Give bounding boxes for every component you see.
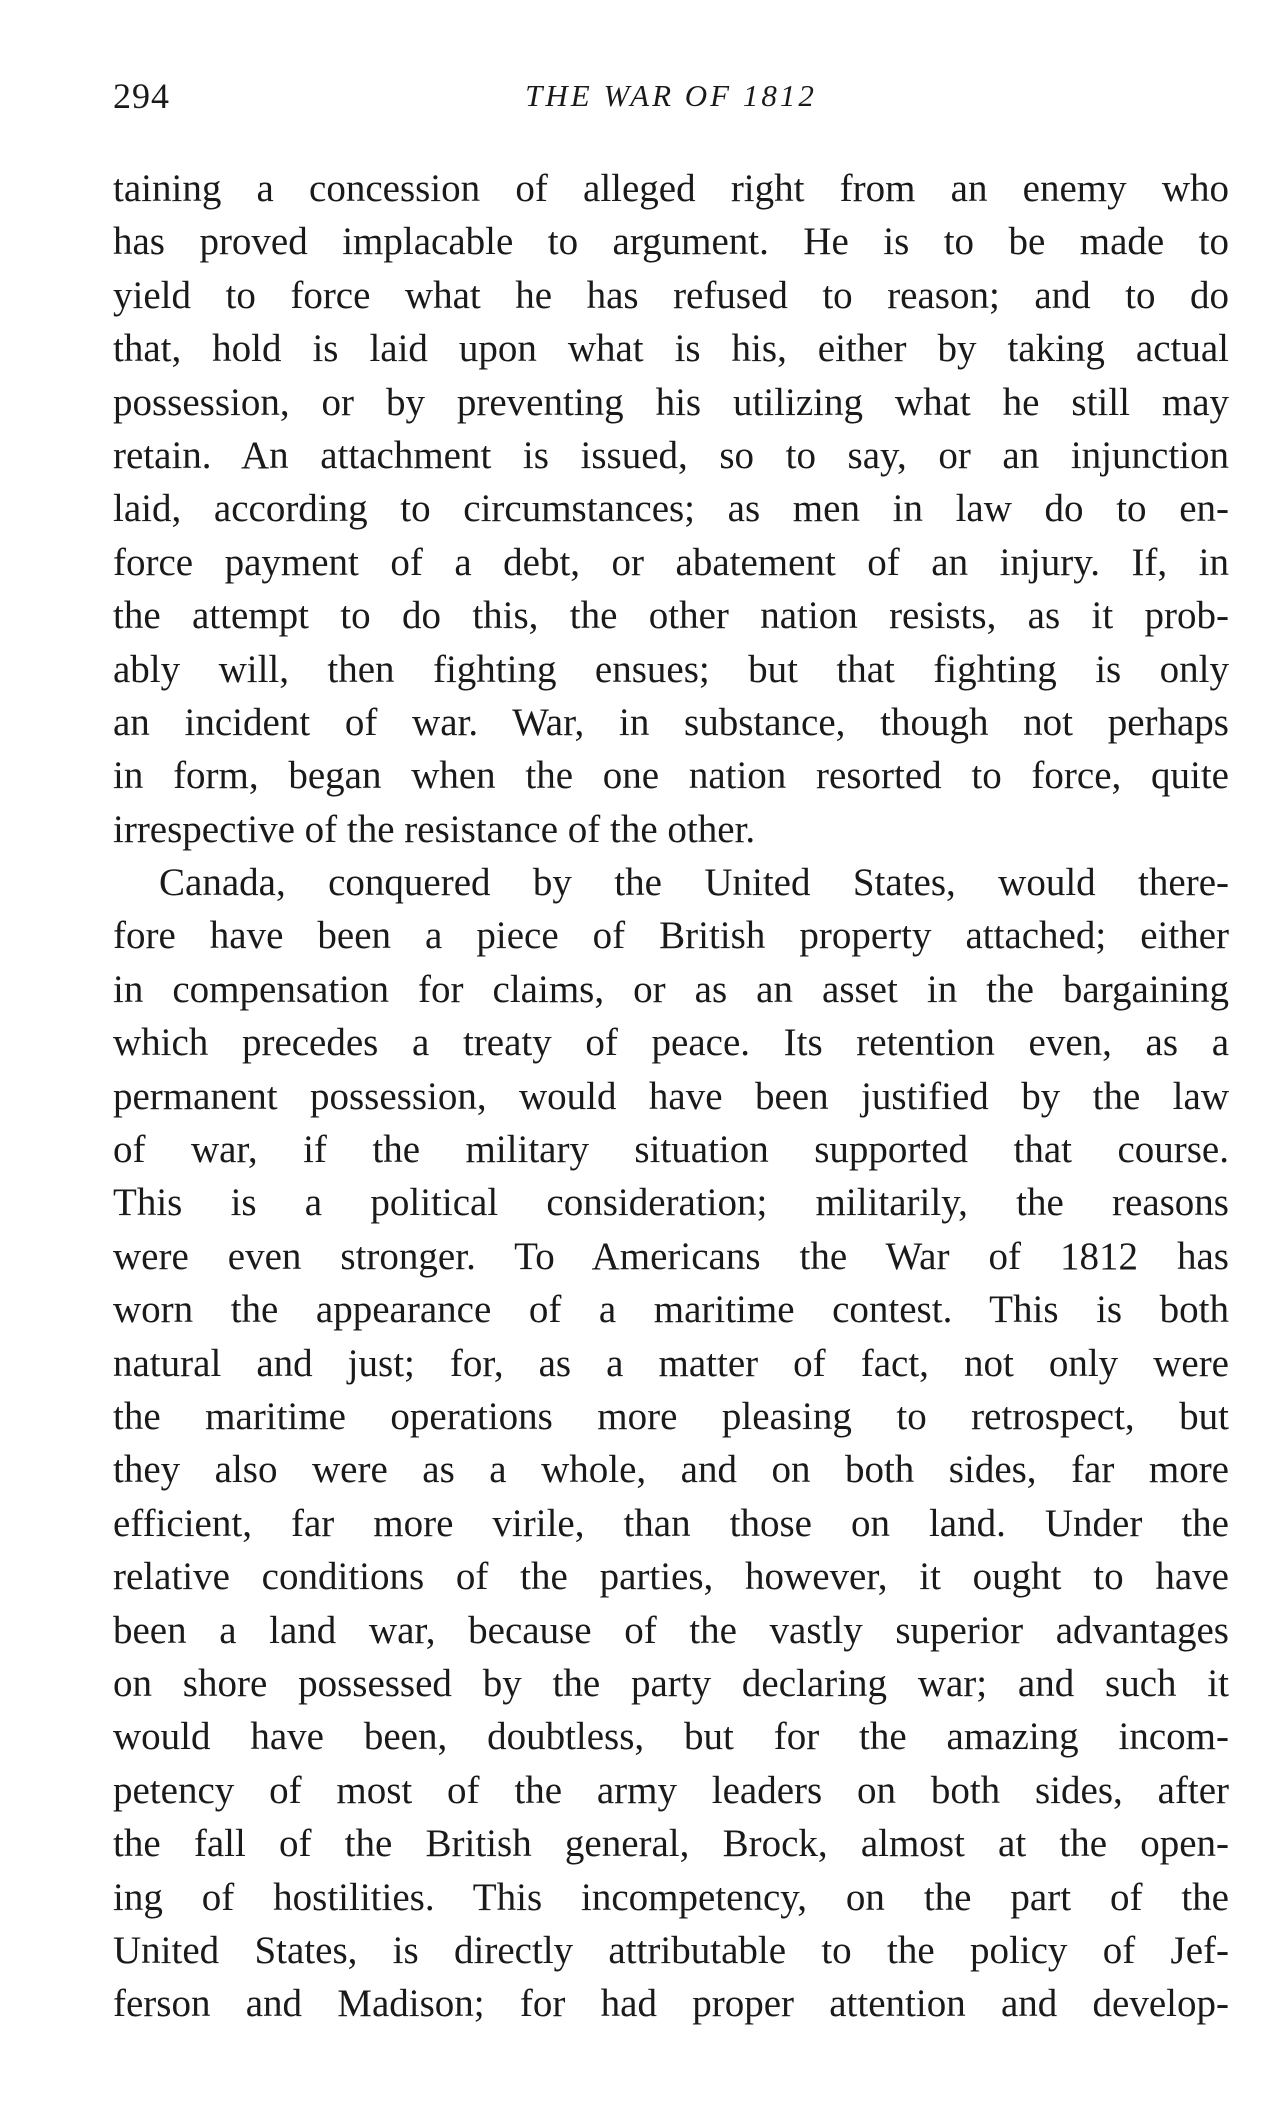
text-line: Canada, conquered by the United States, would there- — [159, 861, 1229, 905]
text-line: retain. An attachment is issued, so to say, or an injunction — [113, 433, 1229, 477]
text-line: they also were as a whole, and on both sides, far more — [113, 1448, 1229, 1492]
text-line: ably will, then fighting ensues; but that fighting is only — [113, 647, 1229, 691]
text-line: fore have been a piece of British property attached; either — [113, 914, 1229, 958]
text-line: worn the appearance of a maritime contest. This is both — [113, 1288, 1229, 1332]
text-line: force payment of a debt, or abatement of an injury. If, in — [113, 540, 1229, 584]
text-line: laid, according to circumstances; as men in law do to en- — [113, 487, 1229, 531]
text-line: in form, began when the one nation resorted to force, quite — [113, 754, 1229, 798]
text-line: the maritime operations more pleasing to retrospect, but — [113, 1394, 1229, 1438]
text-line: ferson and Madison; for had proper attention and develop- — [113, 1982, 1229, 2026]
text-line: on shore possessed by the party declaring war; and such it — [113, 1661, 1229, 1705]
text-line: efficient, far more virile, than those on land. Under the — [113, 1501, 1229, 1545]
text-line: in compensation for claims, or as an asset in the bargaining — [113, 967, 1229, 1011]
text-line: United States, is directly attributable to the policy of Jef- — [113, 1928, 1229, 1972]
text-line: ing of hostilities. This incompetency, on the part of the — [113, 1875, 1229, 1919]
text-line: been a land war, because of the vastly superior advantages — [113, 1608, 1229, 1652]
running-title: THE WAR OF 1812 — [525, 78, 817, 113]
page-header — [113, 70, 1229, 122]
text-line: which precedes a treaty of peace. Its retention even, as a — [113, 1021, 1229, 1065]
text-line: that, hold is laid upon what is his, either by taking actual — [113, 327, 1229, 371]
text-line: the fall of the British general, Brock, almost at the open- — [113, 1822, 1229, 1866]
text-line: has proved implacable to argument. He is to be made to — [113, 220, 1229, 264]
body-text — [113, 162, 1229, 2031]
text-line: were even stronger. To Americans the War of 1812 has — [113, 1234, 1229, 1278]
text-line: irrespective of the resistance of the other. — [113, 807, 756, 851]
text-line: the attempt to do this, the other nation resists, as it prob- — [113, 594, 1229, 638]
text-line: natural and just; for, as a matter of fact, not only were — [113, 1341, 1229, 1385]
text-line: would have been, doubtless, but for the amazing incom- — [113, 1715, 1229, 1759]
text-line: possession, or by preventing his utilizing what he still may — [113, 380, 1229, 424]
text-line: relative conditions of the parties, however, it ought to have — [113, 1555, 1229, 1599]
text-line: yield to force what he has refused to reason; and to do — [113, 273, 1229, 317]
page-number: 294 — [113, 76, 170, 116]
text-line: taining a concession of alleged right from an enemy who — [113, 167, 1229, 210]
text-line: This is a political consideration; militarily, the reasons — [113, 1181, 1229, 1225]
text-line: petency of most of the army leaders on both sides, after — [113, 1768, 1229, 1812]
text-line: permanent possession, would have been justified by the law — [113, 1074, 1229, 1118]
text-line: of war, if the military situation supported that course. — [113, 1128, 1229, 1172]
text-line: an incident of war. War, in substance, though not perhaps — [113, 700, 1229, 744]
